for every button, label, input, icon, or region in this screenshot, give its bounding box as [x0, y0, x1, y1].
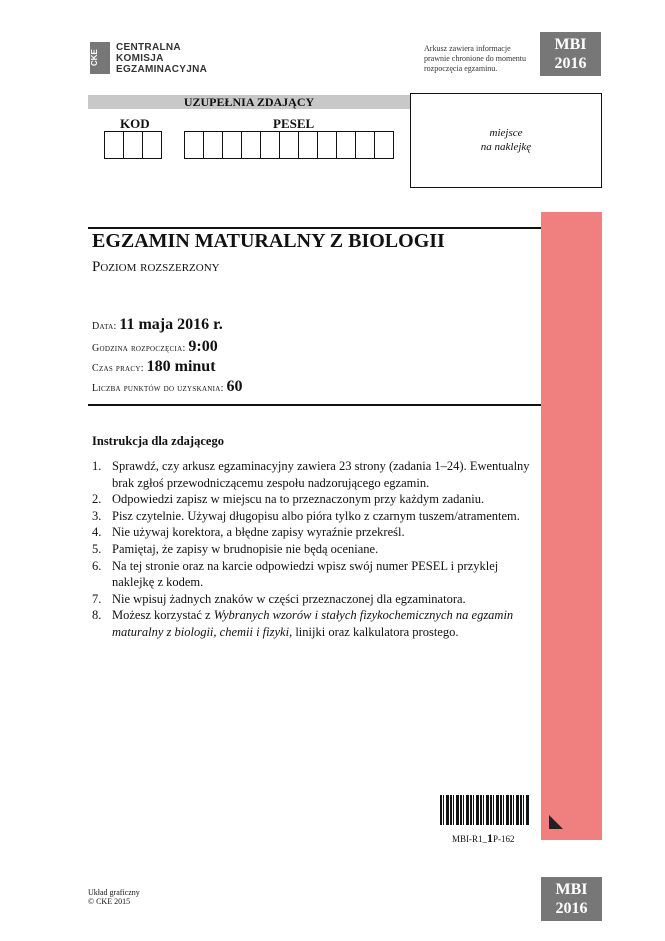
- list-item: [92, 591, 532, 608]
- item-text: Nie wpisuj żadnych znaków w części przeznaczonej dla egzaminatora.: [112, 591, 466, 606]
- meta-label: Liczba punktów do uzyskania:: [92, 383, 227, 394]
- exam-title: EGZAMIN MATURALNY Z BIOLOGII: [92, 230, 445, 252]
- footer: [88, 888, 140, 906]
- barcode-text-part: MBI-R1_: [452, 834, 488, 844]
- instructions-list: [92, 458, 532, 641]
- item-text: Nie używaj korektora, a błędne zapisy wyraźnie przekreśl.: [112, 525, 405, 540]
- list-item: [92, 491, 532, 508]
- list-item: [92, 458, 532, 491]
- list-item: [92, 541, 532, 558]
- divider: [88, 404, 541, 406]
- barcode-text-part: 1: [487, 831, 494, 845]
- exam-code-box-bottom: [541, 877, 602, 921]
- notice-line: prawnie chronione do momentu: [424, 54, 526, 63]
- meta-duration: [92, 358, 216, 376]
- meta-value: 11 maja 2016 r.: [119, 316, 223, 333]
- item-number: 8.: [92, 608, 102, 623]
- meta-label: Godzina rozpoczęcia:: [92, 343, 189, 354]
- kod-label: KOD: [120, 116, 150, 131]
- list-item: [92, 524, 532, 541]
- item-text: Sprawdź, czy arkusz egzaminacyjny zawiera 23 strony (zadania 1–24). Ewentualny brak zgłoś przewodniczącemu zespołu nadzorującego egzamin.: [112, 459, 530, 490]
- code-line: MBI: [555, 881, 588, 898]
- code-line: MBI: [554, 36, 587, 53]
- sticker-line: miejsce: [489, 127, 523, 139]
- item-text-part: , linijki oraz kalkulatora prostego.: [289, 624, 459, 639]
- barcode-text: [452, 831, 515, 846]
- logo-line: EGZAMINACYJNA: [116, 64, 208, 75]
- meta-start: [92, 338, 218, 356]
- code-line: 2016: [554, 55, 587, 72]
- logo-line: CENTRALNA: [116, 42, 181, 53]
- pesel-input[interactable]: [184, 131, 394, 159]
- logo-line: KOMISJA: [116, 53, 164, 64]
- meta-value: 60: [226, 378, 243, 395]
- list-item: [92, 558, 532, 591]
- meta-date: [92, 316, 223, 334]
- cke-logo-icon: CKE: [90, 42, 110, 74]
- fill-section-header: UZUPEŁNIA ZDAJĄCY: [88, 95, 410, 109]
- kod-input[interactable]: [104, 131, 162, 159]
- item-number: 3.: [92, 508, 102, 523]
- confidentiality-notice: [424, 44, 526, 74]
- logo-text: [116, 42, 207, 75]
- divider: [88, 227, 541, 229]
- item-text: Odpowiedzi zapisz w miejscu na to przeznaczonym przy każdym zadaniu.: [112, 492, 485, 507]
- meta-points: [92, 378, 243, 396]
- list-item: [92, 607, 532, 640]
- barcode-text-part: P-162: [493, 834, 515, 844]
- meta-label: Data:: [92, 321, 120, 332]
- item-text: Na tej stronie oraz na karcie odpowiedzi wpisz swój numer PESEL i przyklej naklejkę z kodem.: [112, 558, 499, 590]
- item-text: Pisz czytelnie. Używaj długopisu albo pióra tylko z czarnym tuszem/atramentem.: [112, 508, 520, 523]
- sticker-area: [410, 93, 602, 188]
- side-stripe: [541, 212, 602, 840]
- exam-code-box-top: [540, 32, 601, 76]
- item-text: [112, 607, 532, 640]
- footer-line: © CKE 2015: [88, 897, 131, 906]
- item-text-part: Możesz korzystać z: [112, 608, 214, 623]
- meta-value: 9:00: [188, 338, 218, 355]
- corner-marker-icon: [549, 815, 563, 829]
- instructions-heading: Instrukcja dla zdającego: [92, 434, 224, 448]
- barcode: [440, 795, 530, 825]
- item-number: 5.: [92, 541, 102, 556]
- code-line: 2016: [555, 900, 588, 917]
- item-number: 6.: [92, 558, 102, 573]
- notice-line: Arkusz zawiera informacje: [424, 44, 511, 53]
- list-item: [92, 508, 532, 525]
- sticker-line: na naklejkę: [480, 141, 532, 153]
- item-number: 1.: [92, 459, 102, 473]
- meta-value: 180 minut: [146, 358, 216, 375]
- item-number: 7.: [92, 591, 102, 606]
- pesel-label: PESEL: [273, 116, 315, 131]
- item-number: 4.: [92, 525, 102, 540]
- exam-level: Poziom rozszerzony: [92, 259, 220, 275]
- item-text: Pamiętaj, że zapisy w brudnopisie nie będą oceniane.: [112, 541, 379, 556]
- notice-line: rozpoczęcia egzaminu.: [424, 64, 498, 73]
- footer-line: Układ graficzny: [88, 888, 140, 897]
- item-text-italic: Wybranych wzorów i stałych fizykochemicznych na egzamin maturalny z biologii, chemii i fizyki: [112, 608, 514, 639]
- item-number: 2.: [92, 492, 102, 507]
- meta-label: Czas pracy:: [92, 363, 147, 374]
